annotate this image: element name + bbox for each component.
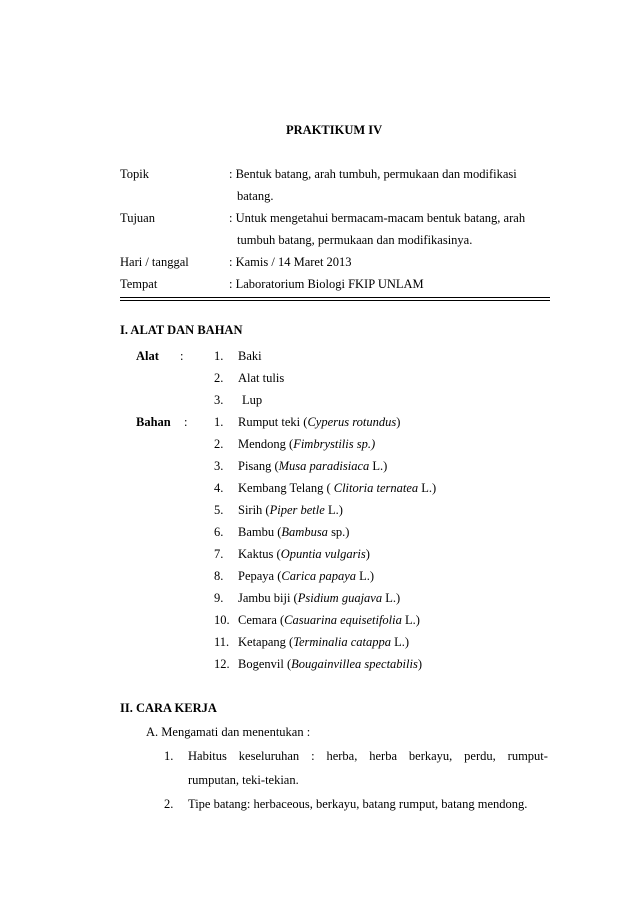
bahan-item-name: Pepaya ( <box>238 569 282 583</box>
bahan-colon: : <box>184 415 188 429</box>
step-2-text: Tipe batang: herbaceous, berkayu, batang rumput, batang mendong. <box>188 797 528 811</box>
bahan-item-name: Kembang Telang ( <box>238 481 334 495</box>
bahan-item-suffix: L.) <box>324 503 343 517</box>
bahan-item-species: Carica papaya <box>281 569 357 583</box>
bahan-item <box>238 590 400 606</box>
alat-item-2: Alat tulis <box>238 371 285 385</box>
bahan-item <box>238 436 375 452</box>
bahan-item-species: Bougainvillea spectabilis <box>291 657 418 671</box>
bahan-item <box>238 458 387 474</box>
bahan-item-species: Cyperus rotundus <box>307 415 397 429</box>
step-1-word: : <box>311 749 315 763</box>
alat-label: Alat <box>136 349 159 363</box>
bahan-item-suffix: L.) <box>418 481 437 495</box>
topik-value-cont: batang. <box>237 189 274 203</box>
tujuan-label: Tujuan <box>120 211 155 225</box>
bahan-item-species: Musa paradisiaca <box>278 459 370 473</box>
bahan-item-suffix: L.) <box>401 613 420 627</box>
tujuan-value: : Untuk mengetahui bermacam-macam bentuk batang, arah <box>229 211 526 225</box>
divider-top <box>120 297 550 298</box>
alat-colon: : <box>180 349 184 363</box>
step-1-word: perdu, <box>464 749 496 763</box>
bahan-item-suffix: sp.) <box>327 525 350 539</box>
tempat-value: : Laboratorium Biologi FKIP UNLAM <box>229 277 424 291</box>
bahan-item-name: Bambu ( <box>238 525 282 539</box>
bahan-item-name: Kaktus ( <box>238 547 281 561</box>
bahan-num: 7. <box>214 547 224 561</box>
bahan-item-name: Pisang ( <box>238 459 279 473</box>
step-1-word: berkayu, <box>408 749 453 763</box>
section-2-heading: II. CARA KERJA <box>120 701 217 715</box>
bahan-item-name: Cemara ( <box>238 613 285 627</box>
bahan-item-species: Fimbrystilis sp.) <box>293 437 376 451</box>
alat-num-3: 3. <box>214 393 224 407</box>
step-1-word: Habitus <box>188 749 227 763</box>
bahan-num: 5. <box>214 503 224 517</box>
bahan-item-species: Clitoria ternatea <box>333 481 419 495</box>
step-1-word: herba, <box>326 749 358 763</box>
alat-item-1: Baki <box>238 349 262 363</box>
bahan-item-suffix: L.) <box>391 635 410 649</box>
topik-label: Topik <box>120 167 149 181</box>
bahan-item-species: Opuntia vulgaris <box>280 547 366 561</box>
alat-item-3: Lup <box>242 393 263 407</box>
tujuan-value-cont: tumbuh batang, permukaan dan modifikasinya. <box>237 233 473 247</box>
tempat-label: Tempat <box>120 277 158 291</box>
alat-num-2: 2. <box>214 371 224 385</box>
divider-bottom <box>120 300 550 301</box>
bahan-item-suffix: L.) <box>356 569 375 583</box>
bahan-num: 2. <box>214 437 224 451</box>
bahan-item <box>238 546 370 562</box>
bahan-item <box>238 524 349 540</box>
topik-value: : Bentuk batang, arah tumbuh, permukaan dan modifikasi <box>229 167 517 181</box>
bahan-item-species: Bambusa <box>281 525 328 539</box>
bahan-item-name: Mendong ( <box>238 437 294 451</box>
sub-step-a: A. Mengamati dan menentukan : <box>146 725 311 739</box>
bahan-item <box>238 414 400 430</box>
bahan-item-name: Jambu biji ( <box>238 591 298 605</box>
bahan-item <box>238 502 343 518</box>
bahan-num: 12. <box>214 657 230 671</box>
hari-value: : Kamis / 14 Maret 2013 <box>229 255 352 269</box>
bahan-num: 4. <box>214 481 224 495</box>
bahan-item-name: Sirih ( <box>238 503 270 517</box>
hari-label: Hari / tanggal <box>120 255 189 269</box>
bahan-item-name: Rumput teki ( <box>238 415 308 429</box>
bahan-item-suffix: ) <box>365 547 370 561</box>
bahan-item-species: Piper betle <box>269 503 325 517</box>
bahan-item-name: Ketapang ( <box>238 635 294 649</box>
step-1-word: herba <box>369 749 397 763</box>
step-1-word: keseluruhan <box>238 749 300 763</box>
step-1-text-cont: rumputan, teki-tekian. <box>188 773 299 787</box>
step-1-num: 1. <box>164 749 174 763</box>
alat-num-1: 1. <box>214 349 224 363</box>
step-1-text <box>188 748 548 764</box>
bahan-item <box>238 656 422 672</box>
bahan-item-species: Psidium guajava <box>297 591 383 605</box>
bahan-num: 1. <box>214 415 224 429</box>
bahan-num: 9. <box>214 591 224 605</box>
bahan-item-suffix: L.) <box>382 591 401 605</box>
bahan-num: 11. <box>214 635 230 649</box>
bahan-item <box>238 612 420 628</box>
bahan-item-species: Terminalia catappa <box>293 635 391 649</box>
step-2-num: 2. <box>164 797 174 811</box>
section-1-heading: I. ALAT DAN BAHAN <box>120 323 243 337</box>
bahan-item <box>238 634 409 650</box>
bahan-item-suffix: ) <box>417 657 423 671</box>
bahan-item <box>238 480 436 496</box>
bahan-num: 3. <box>214 459 224 473</box>
bahan-item <box>238 568 374 584</box>
bahan-num: 6. <box>214 525 224 539</box>
bahan-item-name: Bogenvil ( <box>238 657 292 671</box>
bahan-item-suffix: ) <box>396 415 401 429</box>
bahan-item-species: Casuarina equisetifolia <box>284 613 402 627</box>
step-1-word: rumput- <box>507 749 548 763</box>
bahan-num: 10. <box>214 613 230 627</box>
bahan-item-suffix: L.) <box>369 459 388 473</box>
page-title: PRAKTIKUM IV <box>286 123 383 137</box>
bahan-label: Bahan <box>136 415 171 429</box>
bahan-num: 8. <box>214 569 224 583</box>
